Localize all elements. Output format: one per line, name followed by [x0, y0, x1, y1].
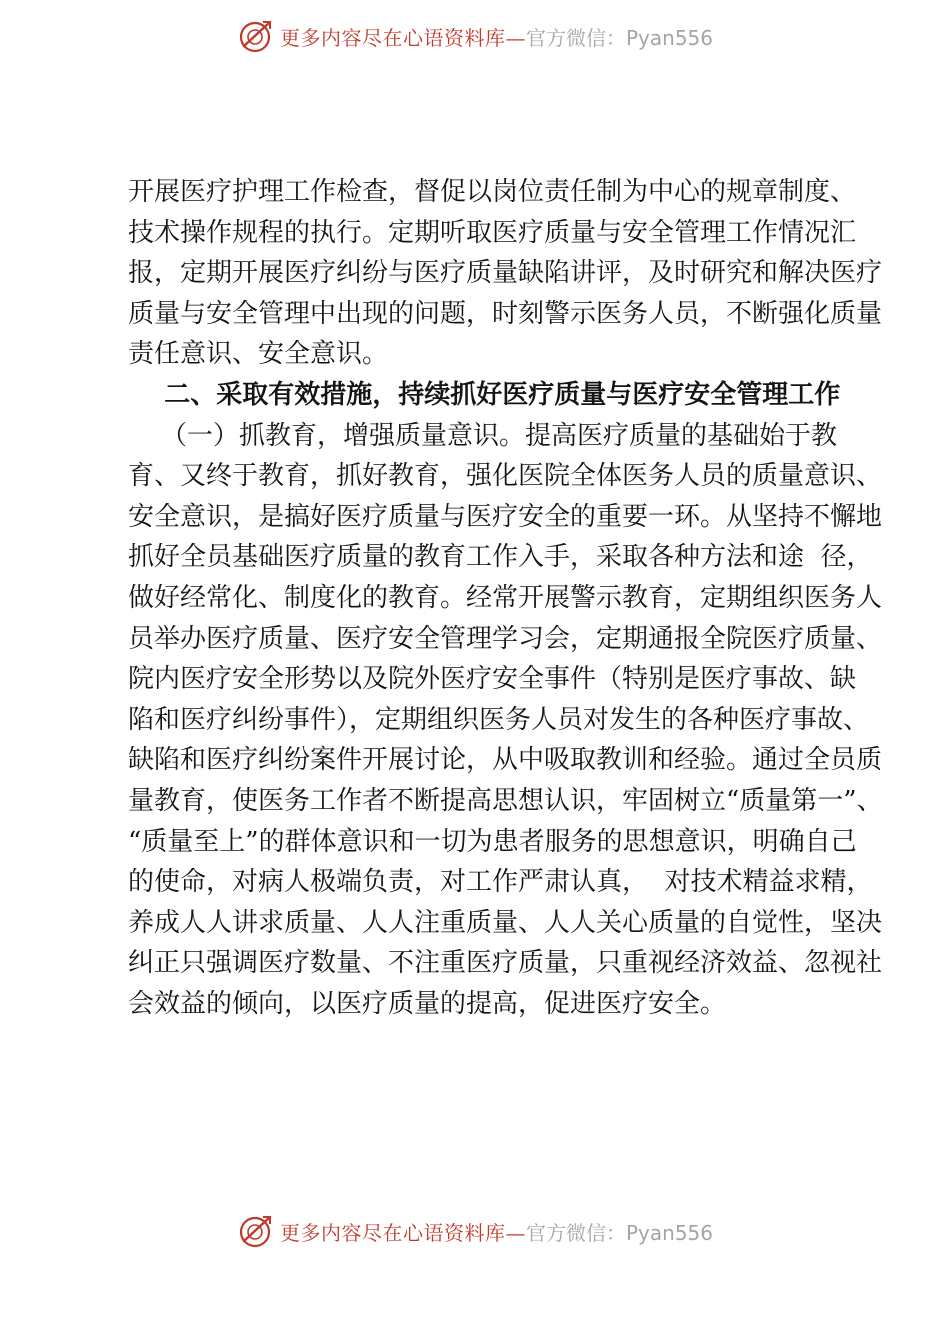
- body-line: “质量至上”的群体意识和一切为患者服务的思想意识，明确自己: [128, 826, 857, 857]
- section-heading: 二、采取有效措施，持续抓好医疗质量与医疗安全管理工作: [128, 379, 841, 410]
- banner-text: 更多内容尽在心语资料库—: [280, 1220, 526, 1245]
- banner-wechat: 官方微信：Pyan556: [526, 1220, 714, 1245]
- body-line: 开展医疗护理工作检查，督促以岗位责任制为中心的规章制度、: [128, 177, 857, 207]
- body-line: 纠正只强调医疗数量、不注重医疗质量，只重视经济效益、忽视社: [128, 948, 883, 979]
- footer-banner: [236, 1211, 713, 1251]
- watermark-logo-icon: [236, 1211, 276, 1251]
- banner-wechat: 官方微信：Pyan556: [526, 25, 714, 50]
- body-line: 责任意识、安全意识。: [128, 339, 389, 370]
- watermark-logo-icon: [236, 16, 276, 56]
- body-line: 养成人人讲求质量、人人注重质量、人人关心质量的自觉性，坚决: [128, 907, 883, 938]
- header-banner: [236, 16, 713, 56]
- banner-text: 更多内容尽在心语资料库—: [280, 25, 526, 50]
- body-line: 院内医疗安全形势以及院外医疗安全事件（特别是医疗事故、缺: [128, 664, 857, 695]
- body-line: 报，定期开展医疗纠纷与医疗质量缺陷讲评，及时研究和解决医疗: [128, 258, 883, 289]
- body-line: 育、又终于教育，抓好教育，强化医院全体医务人员的质量意识、: [128, 461, 883, 492]
- body-line: 技术操作规程的执行。定期听取医疗质量与安全管理工作情况汇: [128, 217, 857, 248]
- body-line: 量教育，使医务工作者不断提高思想认识，牢固树立“质量第一”、: [128, 785, 883, 816]
- body-line: 陷和医疗纠纷事件），定期组织医务人员对发生的各种医疗事故、: [128, 704, 870, 735]
- body-line: 的使命，对病人极端负责，对工作严肃认真， 对技术精益求精，: [128, 867, 873, 898]
- body-line: （一）抓教育，增强质量意识。提高医疗质量的基础始于教: [128, 420, 838, 451]
- body-line: 会效益的倾向，以医疗质量的提高，促进医疗安全。: [128, 988, 727, 1019]
- document-body: [128, 172, 883, 1024]
- body-line: 缺陷和医疗纠纷案件开展讨论，从中吸取教训和经验。通过全员质: [128, 745, 883, 776]
- body-line: 质量与安全管理中出现的问题，时刻警示医务人员，不断强化质量: [128, 298, 883, 329]
- body-line: 安全意识，是搞好医疗质量与医疗安全的重要一环。从坚持不懈地: [128, 501, 883, 532]
- body-line: 员举办医疗质量、医疗安全管理学习会，定期通报全院医疗质量、: [128, 623, 883, 654]
- body-line: 做好经常化、制度化的教育。经常开展警示教育，定期组织医务人: [128, 582, 883, 613]
- body-line: 抓好全员基础医疗质量的教育工作入手，采取各种方法和途 径，: [128, 542, 873, 573]
